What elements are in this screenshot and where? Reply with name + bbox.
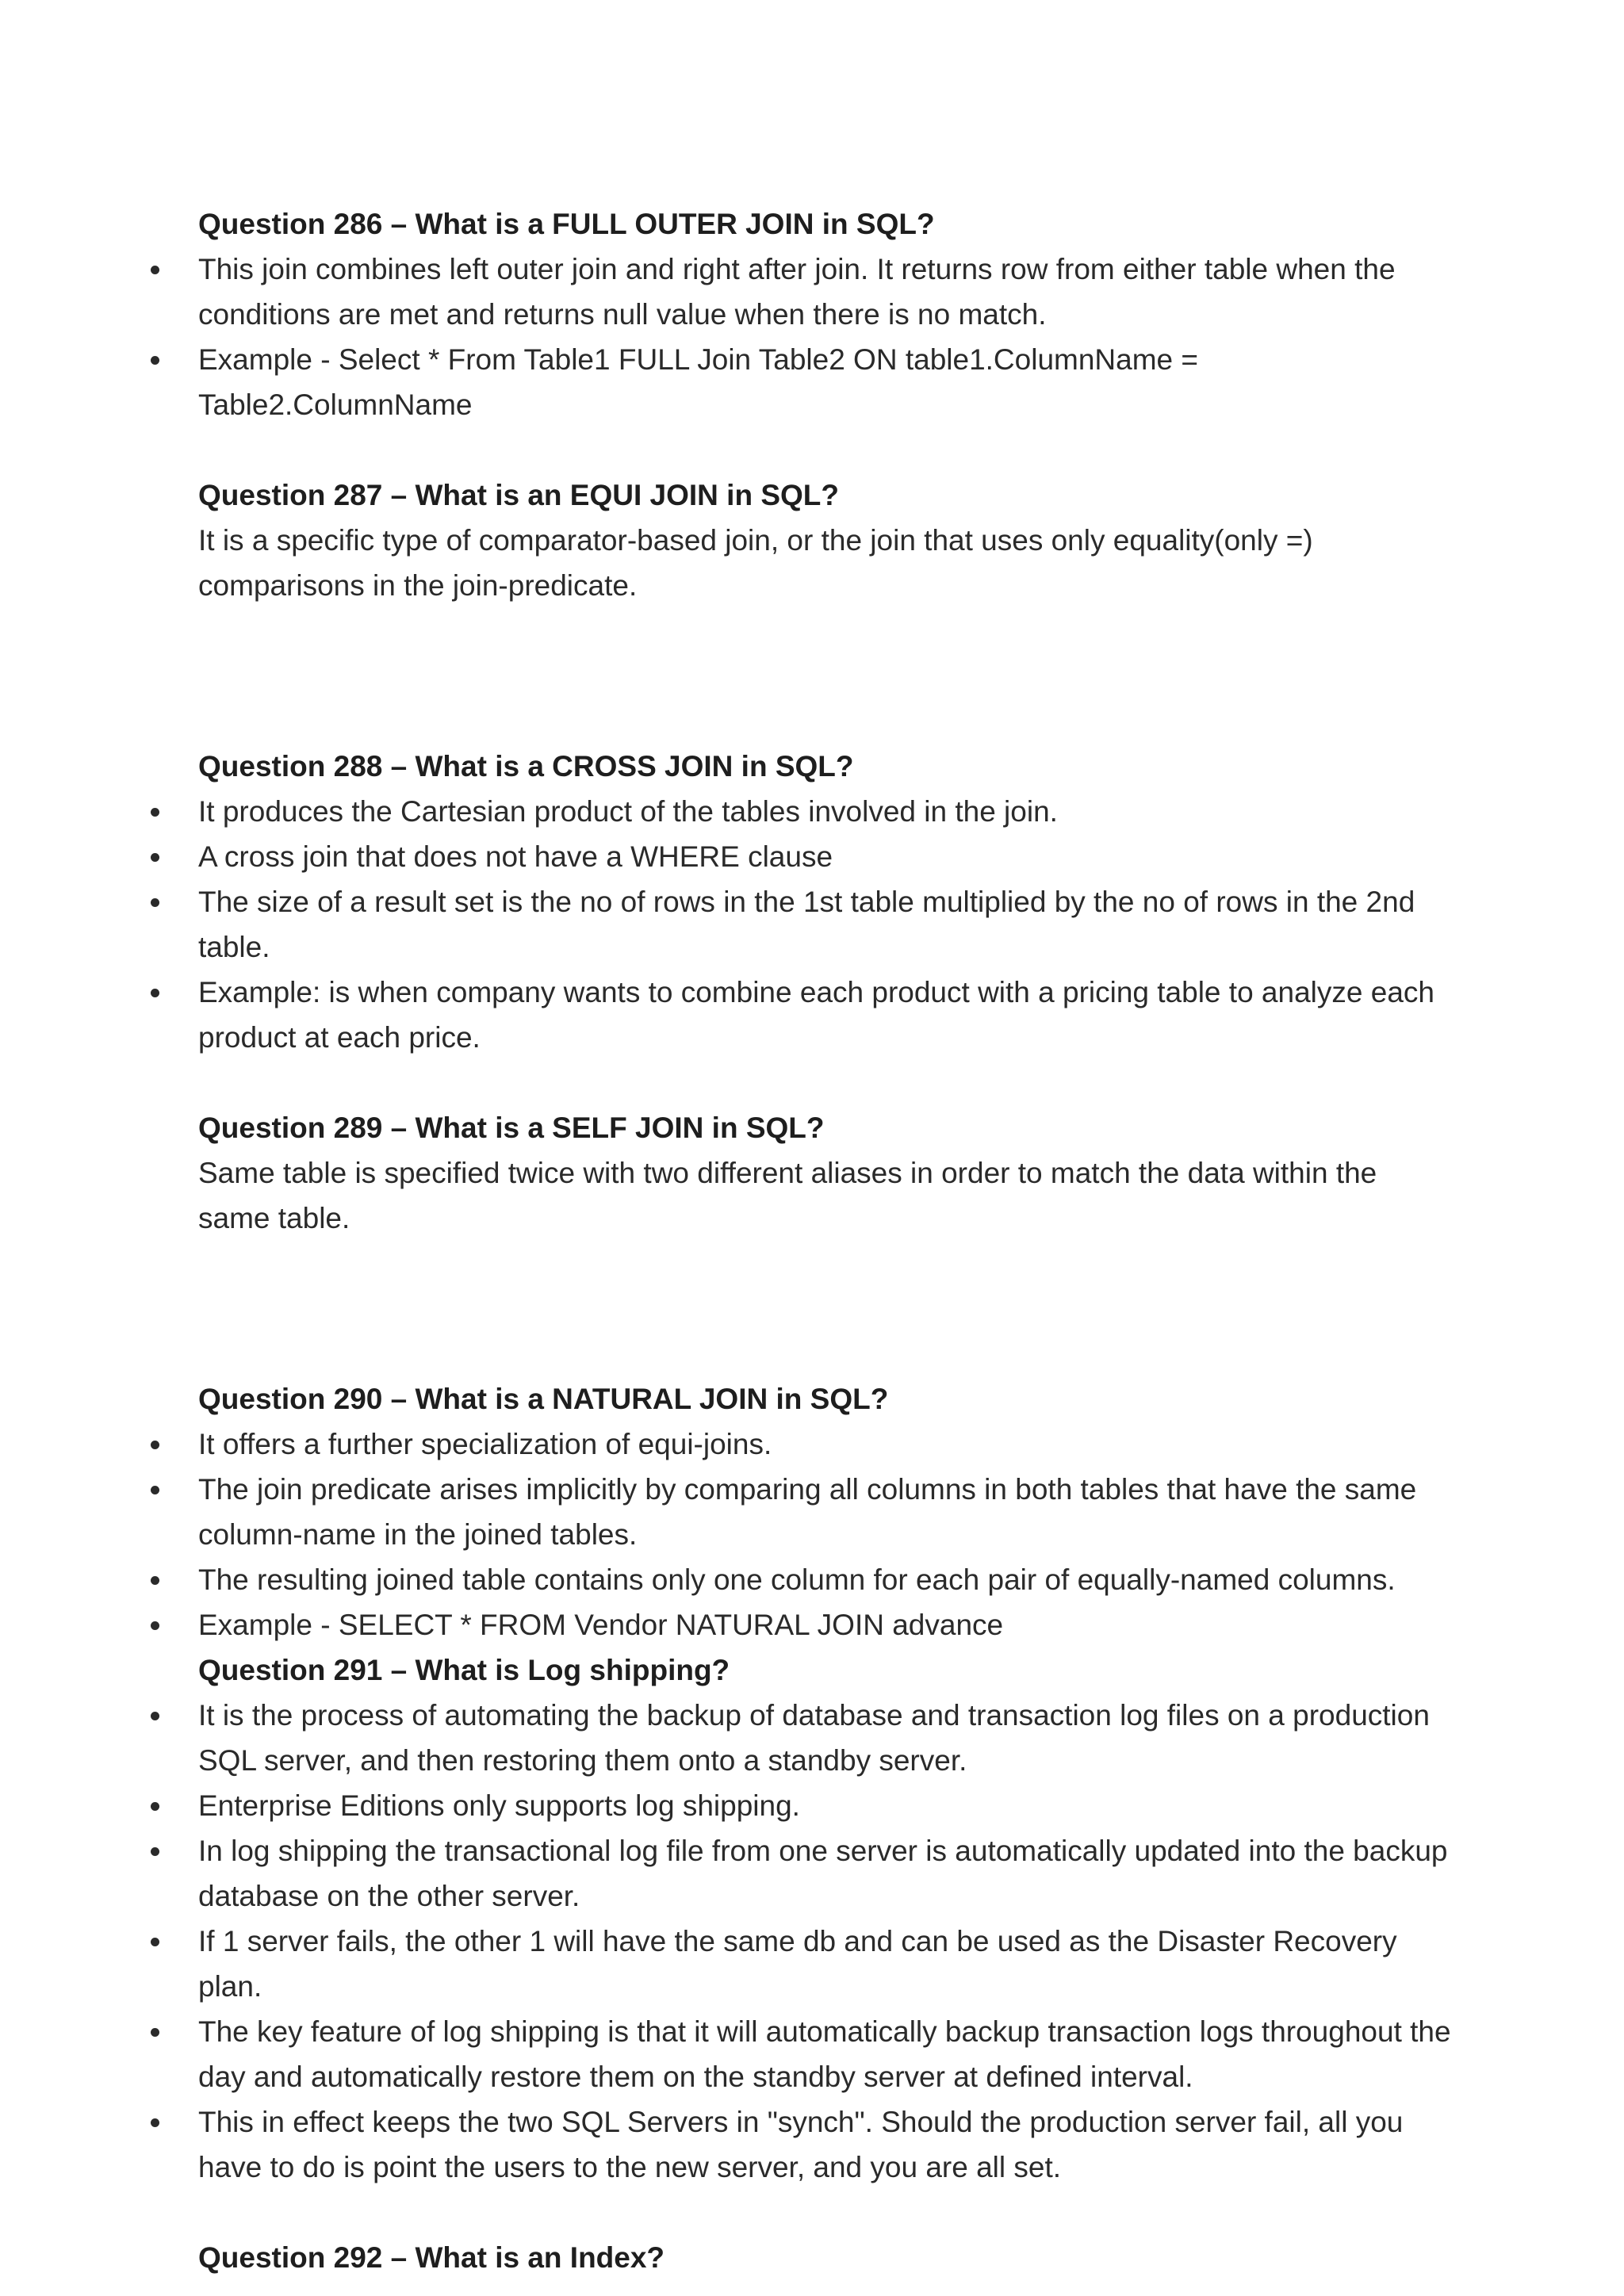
bullet-icon — [151, 853, 159, 862]
question-292 — [198, 2235, 1451, 2280]
list-item-text: It produces the Cartesian product of the tables involved in the join. — [198, 795, 1058, 828]
question-290 — [198, 1376, 1451, 1647]
question-291 — [198, 1647, 1451, 2190]
bullet-icon — [151, 1576, 159, 1585]
question-title: Question 289 – What is a SELF JOIN in SQL? — [198, 1112, 825, 1144]
question-title: Question 292 – What is an Index? — [198, 2241, 665, 2274]
question-title: Question 287 – What is an EQUI JOIN in SQL? — [198, 479, 839, 511]
list-item-text: The key feature of log shipping is that it will automatically backup transaction logs throughout the day and automatically restore them on the standby server at defined interval. — [198, 2015, 1451, 2093]
list-item — [198, 1467, 1451, 1557]
question-288 — [198, 744, 1451, 1060]
list-item — [198, 834, 1451, 879]
list-item-text: Enterprise Editions only supports log shipping. — [198, 1789, 800, 1822]
question-289 — [198, 1105, 1451, 1241]
list-item-text: The size of a result set is the no of rows in the 1st table multiplied by the no of rows in the 2nd table. — [198, 886, 1415, 963]
question-title: Question 290 – What is a NATURAL JOIN in SQL? — [198, 1383, 889, 1415]
list-item — [198, 247, 1451, 337]
list-item-text: A cross join that does not have a WHERE clause — [198, 840, 833, 873]
list-item — [198, 1828, 1451, 1919]
bullet-icon — [151, 1802, 159, 1811]
list-item — [198, 970, 1451, 1060]
question-title: Question 288 – What is a CROSS JOIN in SQL? — [198, 750, 854, 783]
list-item — [198, 1919, 1451, 2009]
bullet-icon — [151, 1712, 159, 1720]
list-item-text: Example: is when company wants to combine each product with a pricing table to analyze each product at each price. — [198, 976, 1434, 1054]
bullet-list — [198, 1422, 1451, 1647]
list-item — [198, 1693, 1451, 1783]
list-item-text: Example - Select * From Table1 FULL Join Table2 ON table1.ColumnName = Table2.ColumnName — [198, 343, 1198, 421]
list-item-text: The join predicate arises implicitly by comparing all columns in both tables that have the same column-name in the joined tables. — [198, 1473, 1417, 1551]
list-item-text: In log shipping the transactional log file from one server is automatically updated into the backup database on the other server. — [198, 1835, 1448, 1912]
bullet-icon — [151, 1621, 159, 1630]
bullet-icon — [151, 1486, 159, 1494]
bullet-list — [198, 1693, 1451, 2190]
bullet-icon — [151, 356, 159, 365]
list-item — [198, 1602, 1451, 1647]
list-item — [198, 879, 1451, 970]
question-287 — [198, 473, 1451, 608]
list-item-text: It is the process of automating the backup of database and transaction log files on a production SQL server, and then restoring them onto a standby server. — [198, 1699, 1430, 1777]
bullet-icon — [151, 808, 159, 817]
bullet-icon — [151, 2118, 159, 2127]
bullet-icon — [151, 266, 159, 274]
list-item — [198, 1557, 1451, 1602]
answer-paragraph: Same table is specified twice with two different aliases in order to match the data within the same table. — [198, 1157, 1377, 1234]
bullet-icon — [151, 1938, 159, 1946]
bullet-icon — [151, 1441, 159, 1449]
answer-paragraph: It is a specific type of comparator-based join, or the join that uses only equality(only =) comparisons in the join-predicate. — [198, 524, 1313, 602]
bullet-list — [198, 247, 1451, 427]
list-item-text: This join combines left outer join and right after join. It returns row from either table when the conditions are met and returns null value when there is no match. — [198, 253, 1396, 331]
list-item-text: It offers a further specialization of equi-joins. — [198, 1428, 772, 1460]
bullet-icon — [151, 1847, 159, 1856]
question-286 — [198, 201, 1451, 427]
bullet-icon — [151, 2028, 159, 2037]
list-item-text: The resulting joined table contains only one column for each pair of equally-named columns. — [198, 1563, 1396, 1596]
list-item — [198, 1422, 1451, 1467]
list-item-text: If 1 server fails, the other 1 will have the same db and can be used as the Disaster Recovery plan. — [198, 1925, 1397, 2003]
list-item — [198, 2099, 1451, 2190]
bullet-icon — [151, 898, 159, 907]
list-item-text: Example - SELECT * FROM Vendor NATURAL JOIN advance — [198, 1609, 1004, 1641]
question-title: Question 286 – What is a FULL OUTER JOIN in SQL? — [198, 208, 935, 240]
bullet-icon — [151, 989, 159, 997]
list-item — [198, 2009, 1451, 2099]
list-item — [198, 789, 1451, 834]
document-content — [198, 201, 1451, 2280]
list-item — [198, 337, 1451, 427]
list-item-text: This in effect keeps the two SQL Servers in "synch". Should the production server fail, all you have to do is point the users to the new server, and you are all set. — [198, 2106, 1404, 2183]
list-item — [198, 1783, 1451, 1828]
question-title: Question 291 – What is Log shipping? — [198, 1654, 730, 1686]
bullet-list — [198, 789, 1451, 1060]
